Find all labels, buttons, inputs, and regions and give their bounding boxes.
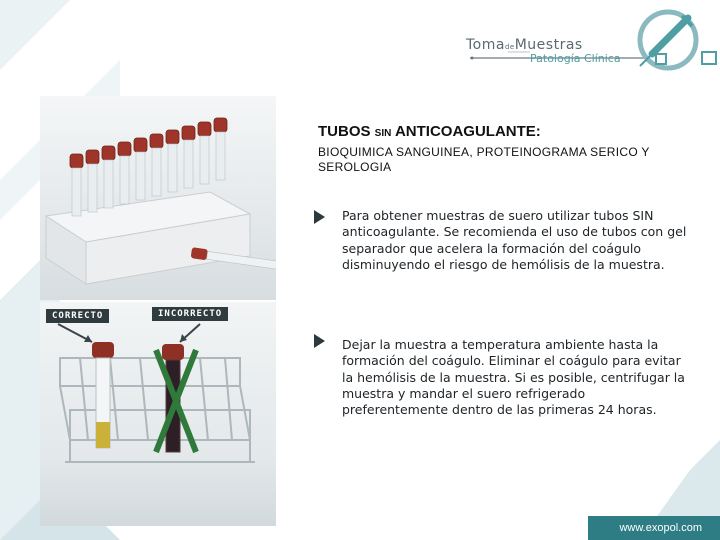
bullet-text-1: Para obtener muestras de suero utilizar tubos SIN anticoagulante. Se recomienda el uso de tubos con gel separador que acelera la formación del coágulo disminuyendo el riesgo de hemólisis de la muestra. xyxy=(342,208,687,272)
title-part2: ANTICOAGULANTE: xyxy=(391,123,541,140)
correct-incorrect-photo xyxy=(40,302,276,526)
title-small: SIN xyxy=(374,128,392,139)
brand-subtitle: Patología Clínica xyxy=(530,52,621,65)
title-part1: TUBOS xyxy=(318,123,375,140)
footer-url[interactable]: www.exopol.com xyxy=(619,522,702,534)
brand-part2: Muestras xyxy=(514,37,583,53)
correct-label: CORRECTO xyxy=(46,309,109,323)
bullet-arrow-icon xyxy=(314,210,325,224)
section-title xyxy=(318,123,541,140)
serum-tubes-rack-photo xyxy=(40,96,276,300)
brand-part1: Toma xyxy=(466,37,505,53)
bullet-text-2: Dejar la muestra a temperatura ambiente hasta la formación del coágulo. Eliminar el coágulo para evitar la hemólisis de la muestra. Si es posible, centrifugar la muestra y mandar el suero refrigerado preferentemente dentro de las primeras 24 horas. xyxy=(342,337,685,418)
brand-title xyxy=(466,37,583,53)
syringe-logo-icon xyxy=(626,4,720,74)
bullet-arrow-icon xyxy=(314,334,325,348)
brand-small: de xyxy=(504,43,515,51)
section-subtitle: BIOQUIMICA SANGUINEA, PROTEINOGRAMA SERICO Y SEROLOGIA xyxy=(318,145,650,174)
incorrect-label: INCORRECTO xyxy=(152,307,228,321)
